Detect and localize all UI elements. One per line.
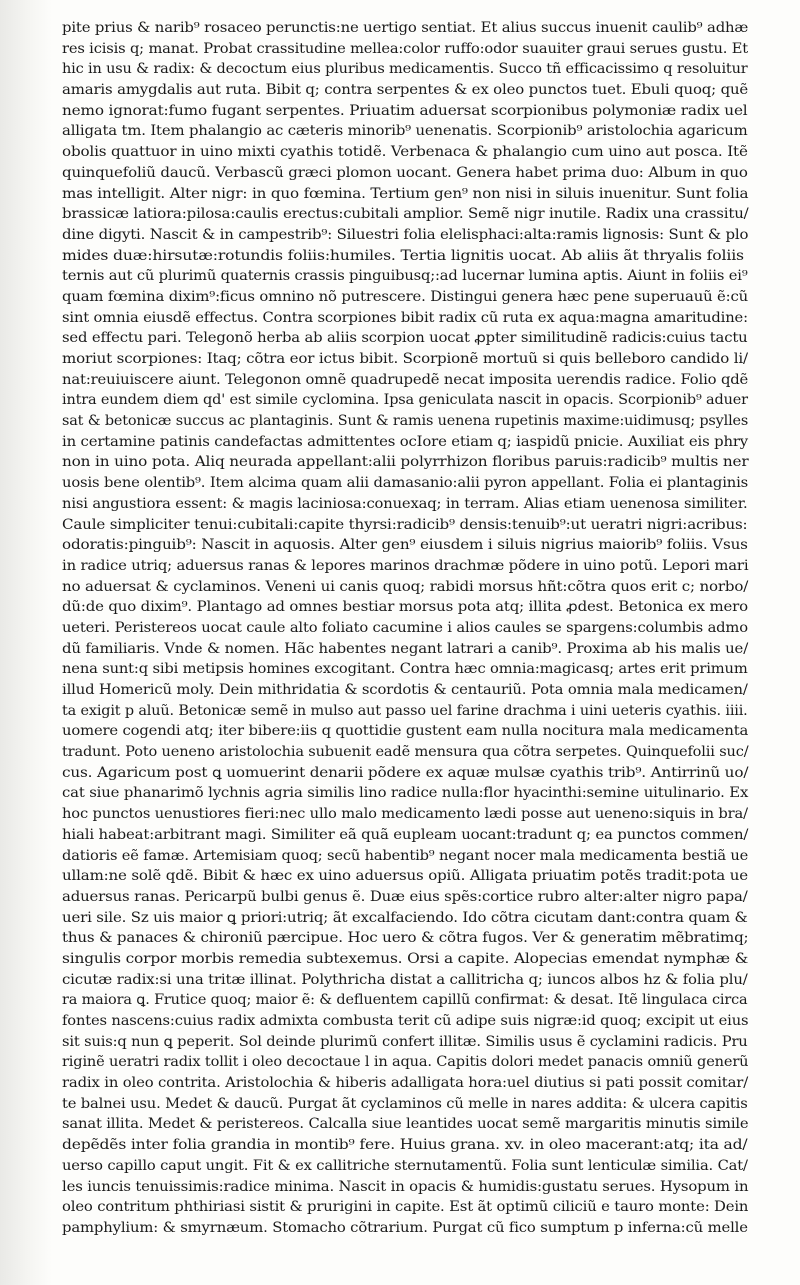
text-line: cus. Agaricum post ꝗ uomuerint denarii põdere ex aquæ mulsæ cyathis trib⁹. Antirrinũ uo/ [62,764,749,781]
text-line: les iuncis tenuissimis:radice minima. Nascit in opacis & humidis:gustatu serues. Hysopum in [62,1178,749,1195]
text-line: uerso capillo caput ungit. Fit & ex callitriche sternutamentũ. Folia sunt lenticulæ similia. Cat/ [62,1157,748,1174]
text-line: hiali habeat:arbitrant magi. Similiter eã quã eupleam uocant:tradunt q; ea punctos commen/ [62,826,749,843]
text-line: pite prius & narib⁹ rosaceo perunctis:ne uertigo sentiat. Et alius succus inuenit caulib⁹ adhæ [62,20,749,36]
text-line: ueri sile. Sz uis maior ꝗ priori:utriq; ãt excalfaciendo. Ido cõtra cicutam dant:contra quam & [62,909,748,926]
page-gutter-shadow [0,0,52,1285]
text-line: quinquefoliũ daucũ. Verbascũ græci plomon uocant. Genera habet prima duo: Album in quo [62,164,748,181]
text-line: dũ:de quo dixim⁹. Plantago ad omnes bestiar morsus pota atq; illita ꝓdest. Betonica ex mero [62,599,748,616]
text-line: no aduersat & cyclaminos. Veneni ui canis quoq; rabidi morsus hñt:cõtra quos erit c; norbo/ [62,578,749,595]
text-line: ta exigit p aluũ. Betonicæ semẽ in mulso aut passo uel farine drachma i uini ueteris cyathis. iiii. [62,702,748,719]
text-line: te balnei usu. Medet & daucũ. Purgat ãt cyclaminos cũ melle in nares addita: & ulcera capitis [62,1095,748,1112]
text-line: in radice utriq; aduersus ranas & lepores marinos drachmæ põdere in uino potũ. Lepori mari [62,557,749,574]
text-line: obolis quattuor in uino mixti cyathis totidẽ. Verbenaca & phalangio cum uino aut posca. Itẽ [62,144,748,161]
text-line: sanat illita. Medet & peristereos. Calcalla siue leantides uocat semẽ margaritis minutis simile [62,1116,749,1133]
text-line: sint omnia eiusdẽ effectus. Contra scorpiones bibit radix cũ ruta ex aqua:magna amaritudine: [62,309,748,326]
text-line: sat & betonicæ succus ac plantaginis. Sunt & ramis uenena rupetinis maxime:uidimusq; psylles [62,413,749,430]
text-line: amaris amygdalis aut ruta. Bibit q; contra serpentes & ex oleo punctos tuet. Ebuli quoq; quẽ [62,82,749,99]
text-line: hic in usu & radix: & decoctum eius pluribus medicamentis. Succo tñ efficacissimo q resoluitur [62,61,748,78]
text-line: ra maiora ꝗ. Frutice quoq; maior ẽ: & defluentem capillũ confirmat: & desat. Itẽ lingulaca circa [62,992,748,1009]
text-line: illud Homericũ moly. Dein mithridatia & scordotis & centauriũ. Pota omnia mala medicamen/ [62,682,748,698]
text-line: sit suis:q nun ꝗ peperit. Sol deinde plurimũ confert illitæ. Similis usus ẽ cyclamini radicis. Pru [62,1033,748,1050]
text-line: nat:reuiuiscere aiunt. Telegonon omnẽ quadrupedẽ necat imposita uerendis radice. Folio qdẽ [62,371,749,388]
text-line: aduersus ranas. Pericarpũ bulbi genus ẽ. Duæ eius spẽs:cortice rubro alter:alter nigro papa/ [62,888,748,905]
text-line: riginẽ ueratri radix tollit i oleo decoctaue l in aqua. Capitis dolori medet panacis omniũ generũ [62,1054,749,1071]
text-line: hoc punctos uenustiores fieri:nec ullo malo medicamento lædi posse aut ueneno:siquis in bra/ [62,806,748,823]
text-line: nemo ignorat:fumo fugant serpentes. Priuatim aduersat scorpionibus polymoniæ radix uel [62,102,748,119]
text-line: brassicæ latiora:pilosa:caulis erectus:cubitali amplior. Semẽ nigr inutile. Radix una crassitu/ [62,206,749,223]
text-line: odoratis:pinguib⁹: Nascit in aquosis. Alter gen⁹ eiusdem i siluis nigrius maiorib⁹ foliis. Vsus [62,537,748,554]
text-line: dũ familiaris. Vnde & nomen. Hãc habentes negant latrari a canib⁹. Proxima ab his malis ue/ [62,640,749,657]
text-line: singulis corpor morbis remedia subtexemus. Orsi a capite. Alopecias emendat nymphæ & [62,950,749,967]
text-line: non in uino pota. Aliq neurada appellant:alii polyrrhizon floribus paruis:radicib⁹ multis ner [62,454,749,471]
text-line: oleo contritum phthiriasi sistit & prurigini in capite. Est ãt optimũ ciliciũ e tauro monte: Dein [62,1199,749,1216]
text-line: datioris eẽ famæ. Artemisiam quoq; secũ habentib⁹ negant nocer mala medicamenta bestiã ue [62,847,749,864]
body-text [62,18,748,1239]
text-line: pamphylium: & smyrnæum. Stomacho cõtrarium. Purgat cũ fico sumptum p inferna:cũ melle [62,1219,748,1236]
text-line: ternis aut cũ plurimũ quaternis crassis pinguibusq;:ad lucernar lumina aptis. Aiunt in foliis ei⁹ [62,268,748,285]
text-line: thus & panaces & chironiũ pærcipue. Hoc uero & cõtra fugos. Ver & generatim mẽbratimq; [62,930,749,947]
text-line: cicutæ radix:si una tritæ illinat. Polythricha distat a callitricha q; iuncos albos hz & folia plu/ [62,971,748,988]
text-line: uosis bene olentib⁹. Item alcima quam alii damasanio:alii pyron appellant. Folia ei plantaginis [62,475,749,492]
text-line: sed effectu pari. Telegonõ herba ab aliis scorpion uocat ꝓpter similitudinẽ radicis:cuius tactu [62,330,748,347]
text-line: intra eundem diem qd' est simile cyclomina. Ipsa geniculata nascit in opacis. Scorpionib⁹ aduer [62,392,748,409]
text-line: radix in oleo contrita. Aristolochia & hiberis adalligata hora:uel diutius si pati possit comitar/ [62,1075,749,1092]
text-line: dine digyti. Nascit & in campestrib⁹: Siluestri folia elelisphaci:alta:ramis lignosis: Sunt & plo [62,226,749,243]
text-line: moriut scorpiones: Itaq; cõtra eor ictus bibit. Scorpionẽ mortuũ si quis belleboro candido li/ [62,351,748,367]
text-line: nena sunt:q sibi metipsis homines excogitant. Contra hæc omnia:magicasq; artes erit primum [62,661,748,678]
text-line: fontes nascens:cuius radix admixta combusta terit cũ adipe suis nigræ:id quoq; excipit ut eius [62,1013,749,1029]
text-line: nisi angustiora essent: & magis laciniosa:conuexaq; in terram. Alias etiam uenenosa similiter. [62,495,748,512]
text-line: ullam:ne solẽ qdẽ. Bibit & hæc ex uino aduersus opiũ. Alligata priuatim potẽs tradit:pota ue [62,868,748,885]
text-line: quam fœmina dixim⁹:ficus omnino nõ putrescere. Distingui genera hæc pene superuauũ ẽ:cũ [62,288,748,305]
text-line: Caule simpliciter tenui:cubitali:capite thyrsi:radicib⁹ densis:tenuib⁹:ut ueratri nigri:acribus: [62,516,748,533]
text-line: cat siue phanarimõ lychnis agria similis lino radice nulla:flor hyacinthi:semine uitulinario. Ex [62,785,749,802]
text-line: res icisis q; manat. Probat crassitudine mellea:color ruffo:odor suauiter graui serues gustu. Et [62,40,749,57]
text-line: uomere cogendi atq; iter bibere:iis q quottidie gustent eam nulla nocitura mala medicamenta [62,723,749,740]
text-line: mides duæ:hirsutæ:rotundis foliis:humiles. Tertia lignitis uocat. Ab aliis ãt thryalis foliis [62,247,744,264]
text-line: mas intelligit. Alter nigr: in quo fœmina. Tertium gen⁹ non nisi in siluis inuenitur. Sunt folia [62,185,749,202]
text-line: in certamine patinis candefactas admittentes ocIore etiam q; iaspidũ pnicie. Auxiliat eis phry [62,433,749,450]
text-line: ueteri. Peristereos uocat caule alto foliato cacumine i alios caules se spargens:columbis admo [62,619,748,636]
text-line: depẽdẽs inter folia grandia in montib⁹ fere. Huius grana. xv. in oleo macerant:atq; ita ad/ [62,1137,748,1154]
text-line: tradunt. Poto ueneno aristolochia subuenit eadẽ mensura qua cõtra serpetes. Quinquefolii suc/ [62,744,749,761]
text-line: alligata tm. Item phalangio ac cæteris minorib⁹ uenenatis. Scorpionib⁹ aristolochia agaricum [62,123,748,140]
